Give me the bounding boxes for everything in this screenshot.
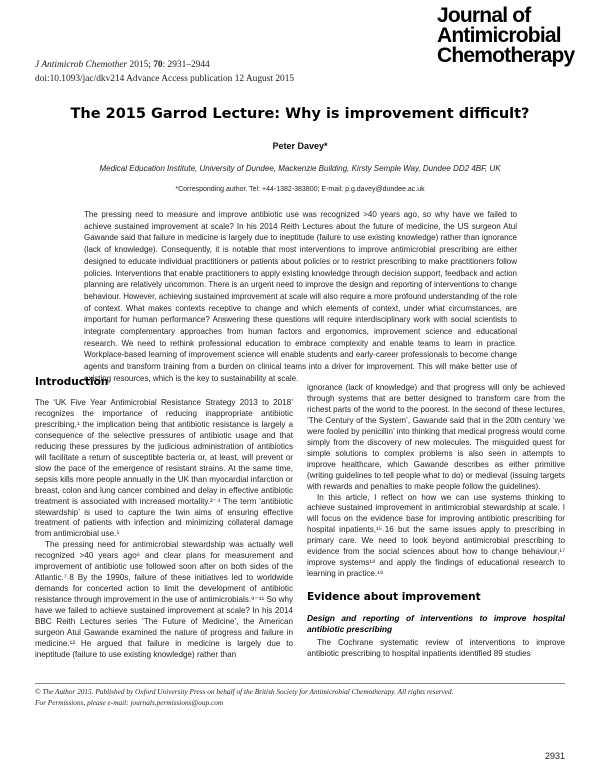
citation-header — [35, 58, 294, 86]
article-title: The 2015 Garrod Lecture: Why is improvement difficult? — [70, 106, 530, 122]
right-paragraph-1: ignorance (lack of knowledge) and that progress will only be achieved through systems that are better designed to transform care from the richest parts of the world to the poorest. In the second of these lectures, ‘The Century of the System’, Gawande said that in the 20th century ‘we were fooled by penicillin’ into thinking that medical progress would come simply from the discovery of new molecules. The misguided quest for simple solutions to complex problems is also seen in attempts to improve healthcare, which Gawande describes as either primitive (writing guidelines to tell people what to do) or medieval (issuing targets with rewards and penalties to make people follow the guidelines). — [307, 383, 565, 491]
citation-journal: J Antimicrob Chemother — [35, 60, 128, 70]
body-column-right — [307, 383, 565, 660]
abstract: The pressing need to measure and improve antibiotic use was recognized >40 years ago, so why have we failed to achieve sustained improvement at scale? In his 2014 Reith Lectures about the future of medicine, the US surgeon Atul Gawande said that failure in medicine is largely due to ineptitude (failure to use existing knowledge) rather than ignorance (lack of knowledge). Consequently, it is notable that most interventions to improve antimicrobial prescribing are either designed to educate individual practitioners or patients about policies or to restrict prescribing to make practitioners follow policies. Interventions that enable practitioners to apply existing knowledge through decision support, feedback and action planning are relatively uncommon. There is an urgent need to improve the design and reporting of interventions to change behaviour. However, achieving sustained improvement at scale will also require a more profound understanding of the role of context. What makes contexts receptive to change and which elements of context, under what circumstances, are important for human performance? Answering these questions will require interdisciplinary work with social scientists to integrate complementary approaches from human factors and ergonomics, improvement science and educational research. We need to rethink professional education to embrace complexity and enable teams to learn in practice. Workplace-based learning of improvement science will enable students and early-career professionals to become change agents and transform training from a burden on clinical teams into a driver for improvement. This will make better use of existing resources, which is the key to sustainability at scale. — [84, 210, 517, 383]
doi-line[interactable]: doi:10.1093/jac/dkv214 Advance Access publication 12 August 2015 — [35, 74, 295, 84]
citation-year: 2015; — [129, 60, 151, 70]
right-paragraph-2: In this article, I reflect on how we can use systems thinking to achieve sustained improvement in antimicrobial stewardship at scale. I will focus on the evidence base for improving antibiotic prescribing for hospital inpatients,¹⁵˒16 but the same issues apply to prescribing in primary care. We need to look beyond antimicrobial prescribing to evidence from the social sciences about how to change behaviour,¹⁷ improve systems¹⁸ and apply the findings of educational research to learning in practice.¹⁹ — [307, 492, 565, 579]
permissions-notice[interactable]: For Permissions, please e-mail: journals.permissions@oup.com — [35, 698, 224, 707]
copyright-notice: © The Author 2015. Published by Oxford University Press on behalf of the British Society for Antimicrobial Chemotherapy. All rights reserved. — [35, 687, 454, 696]
article-author: Peter Davey* — [272, 141, 328, 151]
design-paragraph-1: The Cochrane systematic review of interventions to improve antibiotic prescribing to hospital inpatients identified 89 studies — [307, 638, 565, 659]
citation-volume: 70 — [153, 60, 163, 70]
journal-logo — [437, 6, 597, 66]
journal-logo-line-1: Journal of — [437, 4, 531, 27]
intro-paragraph-2: The pressing need for antimicrobial stewardship was actually well recognized >40 years ago⁶ and clear plans for measurement and improvement of antibiotic use followed soon after on both sides of the Atlantic.⁷˒8 By the 1990s, failure of these initiatives led to worldwide demands for concerted action to limit the development of antibiotic resistance through improvement in the use of antimicrobials.⁹⁻¹¹ So why have we failed to achieve sustained improvement at scale? In his 2014 BBC Reith Lectures series ‘The Future of Medicine’, the American surgeon Atul Gawande examined the nature of progress and failure in medicine.¹² He argued that failure in medicine is largely due to ineptitude (failure to use existing knowledge) rather than — [35, 540, 293, 659]
introduction-heading: Introduction — [35, 376, 109, 388]
body-column-left — [35, 376, 293, 661]
journal-logo-line-3: Chemotherapy — [437, 44, 575, 67]
author-affiliation: Medical Education Institute, University of Dundee, Mackenzie Building, Kirsty Semple Way, Dundee DD2 4BF, UK — [99, 164, 501, 173]
footer — [35, 686, 565, 708]
page-number: 2931 — [544, 751, 565, 761]
intro-paragraph-1: The ‘UK Five Year Antimicrobial Resistance Strategy 2013 to 2018’ recognizes the importance of reducing inappropriate antibiotic prescribing,¹ the implication being that antibiotic resistance is largely a consequence of the selective pressures of antibiotic usage and that reducing these pressures by the judicious administration of antibiotics will facilitate a return of susceptible bacteria or, at least, will prevent or slow the pace of the emergence of resistant strains. At the same time, sepsis kills more people annually in the UK than myocardial infarction or breast, colon and lung cancer combined and delay in effective antibiotic treatment is associated with increased mortality.²⁻⁴ The term ‘antibiotic stewardship’ is used to capture the twin aims of ensuring effective treatment of patients with infection and minimizing collateral damage from antimicrobial use.⁵ — [35, 398, 293, 539]
correspondence-line: *Corresponding author. Tel: +44-1382-383800; E-mail: p.g.davey@dundee.ac.uk — [175, 186, 425, 193]
citation-pages: : 2931–2944 — [162, 60, 210, 70]
journal-logo-line-2: Antimicrobial — [437, 24, 561, 47]
citation-line — [35, 58, 294, 72]
footer-divider — [35, 683, 565, 684]
evidence-heading: Evidence about improvement — [307, 591, 481, 604]
design-subheading: Design and reporting of interventions to improve hospital antibiotic prescribing — [307, 613, 565, 635]
